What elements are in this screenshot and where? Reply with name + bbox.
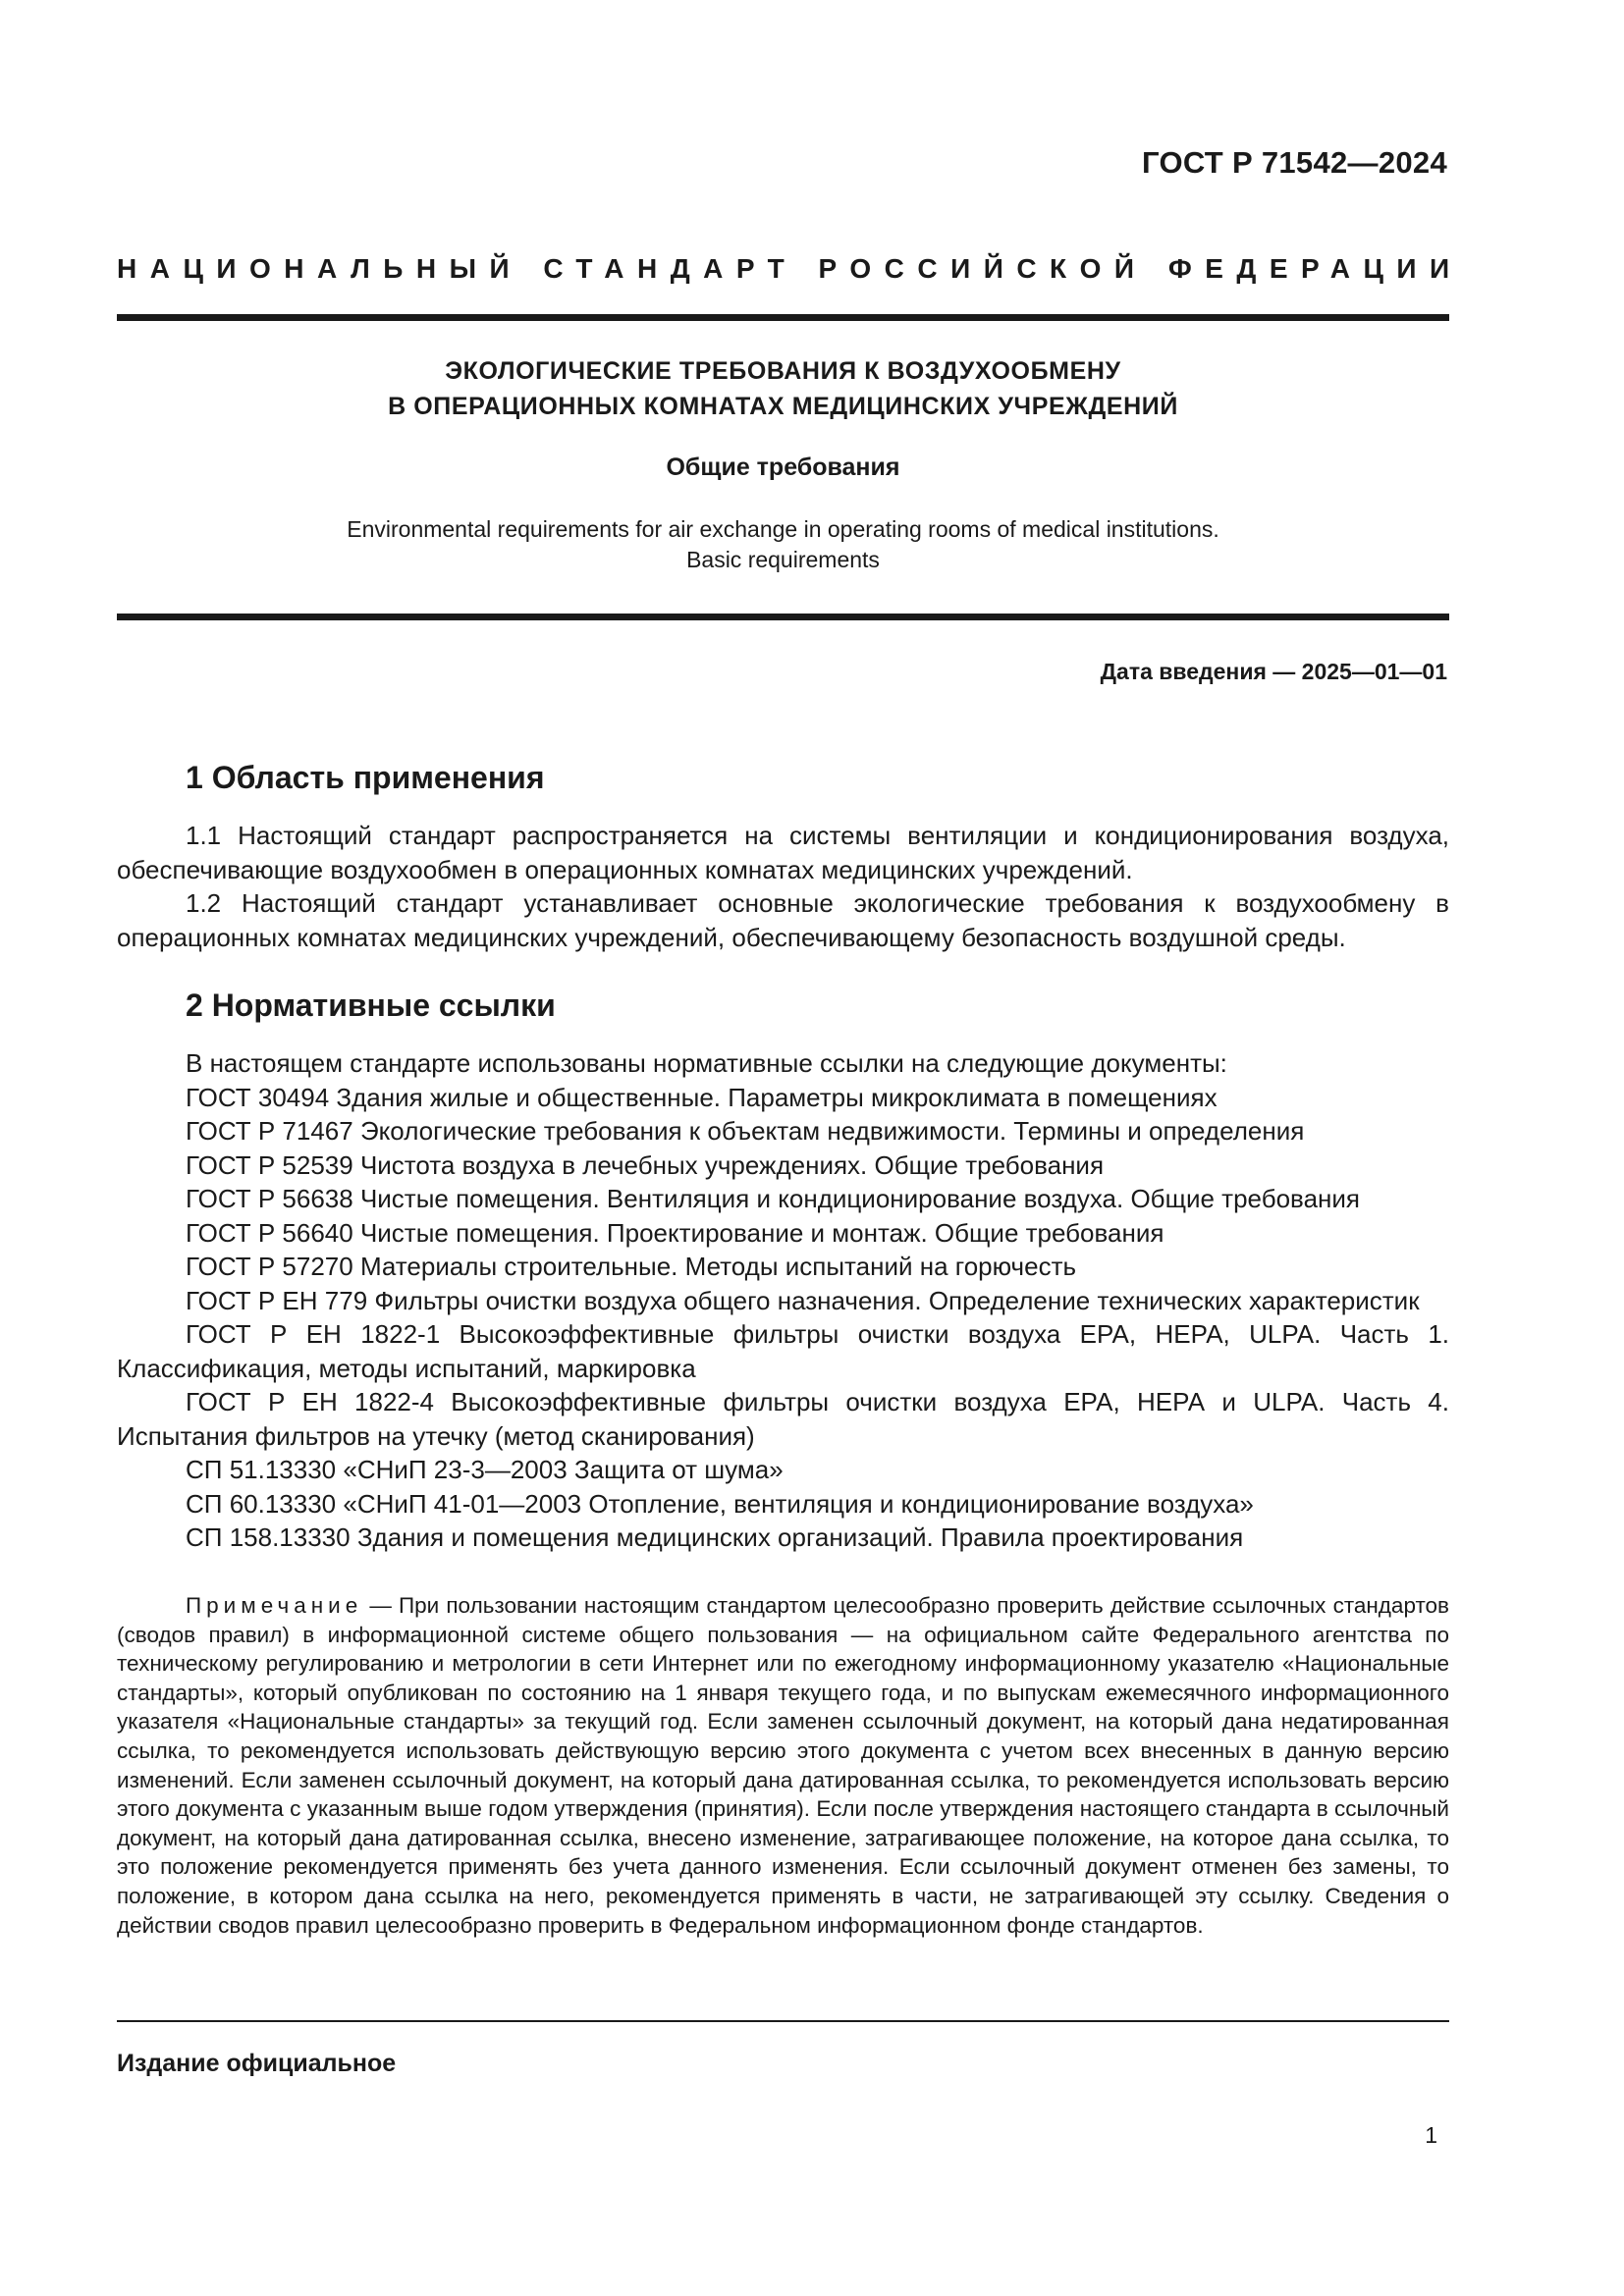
page-number: 1 (1425, 2122, 1437, 2148)
reference-item: ГОСТ Р 52539 Чистота воздуха в лечебных учреждениях. Общие требования (186, 1149, 1105, 1180)
reference-item: ГОСТ Р 56640 Чистые помещения. Проектирование и монтаж. Общие требования (186, 1217, 1164, 1248)
title-line-1: ЭКОЛОГИЧЕСКИЕ ТРЕБОВАНИЯ К ВОЗДУХООБМЕНУ (445, 357, 1121, 385)
reference-item: СП 51.13330 «СНиП 23-3—2003 Защита от шума» (186, 1455, 784, 1484)
document-number: ГОСТ Р 71542—2024 (1142, 145, 1447, 180)
introduction-date: Дата введения — 2025—01—01 (1100, 659, 1447, 684)
references-intro: В настоящем стандарте использованы нормативные ссылки на следующие документы: (186, 1048, 1227, 1078)
reference-item: ГОСТ Р ЕН 1822-4 Высокоэффективные фильтры очистки воздуха ЕРА, НЕРА и ULPA. Часть 4. Испытания фильтров на утечку (метод сканирования) (117, 1387, 1449, 1451)
title-line-2: В ОПЕРАЦИОННЫХ КОМНАТАХ МЕДИЦИНСКИХ УЧРЕЖДЕНИЙ (388, 393, 1178, 420)
references-note (117, 1591, 1449, 1940)
note-label: Примечание (186, 1593, 363, 1618)
title-bottom-rule (117, 614, 1449, 620)
reference-item: СП 60.13330 «СНиП 41-01—2003 Отопление, вентиляция и кондиционирование воздуха» (186, 1488, 1254, 1519)
reference-item: ГОСТ Р 56638 Чистые помещения. Вентиляция и кондиционирование воздуха. Общие требования (186, 1184, 1360, 1213)
document-subtitle: Общие требования (666, 454, 900, 481)
reference-item: ГОСТ Р 71467 Экологические требования к объектам недвижимости. Термины и определения (186, 1116, 1305, 1146)
national-standard-heading: НАЦИОНАЛЬНЫЙ СТАНДАРТ РОССИЙСКОЙ ФЕДЕРАЦИИ (117, 253, 1463, 284)
english-title (117, 514, 1449, 575)
reference-item: ГОСТ Р ЕН 1822-1 Высокоэффективные фильтры очистки воздуха ЕРА, НЕРА, ULPA. Часть 1. Классификация, методы испытаний, маркировка (117, 1319, 1449, 1383)
top-rule (117, 314, 1449, 321)
section-1-heading: 1 Область применения (186, 760, 545, 795)
document-title (117, 353, 1449, 424)
reference-item: СП 158.13330 Здания и помещения медицинских организаций. Правила проектирования (186, 1522, 1244, 1552)
section-2-body (117, 1046, 1449, 1555)
reference-item: ГОСТ Р 57270 Материалы строительные. Методы испытаний на горючесть (186, 1252, 1077, 1281)
section-1-body (117, 819, 1449, 954)
section-2-heading: 2 Нормативные ссылки (186, 988, 556, 1023)
reference-item: ГОСТ 30494 Здания жилые и общественные. Параметры микроклимата в помещениях (186, 1082, 1218, 1112)
reference-item: ГОСТ Р ЕН 779 Фильтры очистки воздуха общего назначения. Определение технических характеристик (186, 1285, 1420, 1315)
english-title-line-2: Basic requirements (686, 547, 880, 572)
paragraph-1-1: 1.1 Настоящий стандарт распространяется на системы вентиляции и кондиционирования воздуха, обеспечивающие воздухообмен в операционных комнатах медицинских учреждений. (117, 821, 1449, 884)
english-title-line-1: Environmental requirements for air exchange in operating rooms of medical institutions. (347, 516, 1219, 542)
paragraph-1-2: 1.2 Настоящий стандарт устанавливает основные экологические требования к воздухообмену в операционных комнатах медицинских учреждений, обеспечивающему безопасность воздушной среды. (117, 888, 1449, 952)
note-text: — При пользовании настоящим стандартом целесообразно проверить действие ссылочных стандартов (сводов правил) в информационной системе общего пользования — на официальном сайте Федерального агентства по техническому регулированию и метрологии в сети Интернет или по ежегодному информационному указателю «Национальные стандарты», который опубликован по состоянию на 1 января текущего года, и по выпускам ежемесячного информационного указателя «Национальные стандарты» за текущий год. Если заменен ссылочный документ, на который дана недатированная ссылка, то рекомендуется использовать действующую версию этого документа с учетом всех внесенных в данную версию изменений. Если заменен ссылочный документ, на который дана датированная ссылка, то рекомендуется использовать версию этого документа с указанным выше годом утверждения (принятия). Если после утверждения настоящего стандарта в ссылочный документ, на который дана датированная ссылка, внесено изменение, затрагивающее положение, на которое дана ссылка, то это положение рекомендуется применять без учета данного изменения. Если ссылочный документ отменен без замены, то положение, в котором дана ссылка на него, рекомендуется применять в части, не затрагивающей эту ссылку. Сведения о действии сводов правил целесообразно проверить в Федеральном информационном фонде стандартов. (117, 1593, 1449, 1938)
footer-rule (117, 2020, 1449, 2022)
official-edition-label: Издание официальное (117, 2050, 397, 2077)
